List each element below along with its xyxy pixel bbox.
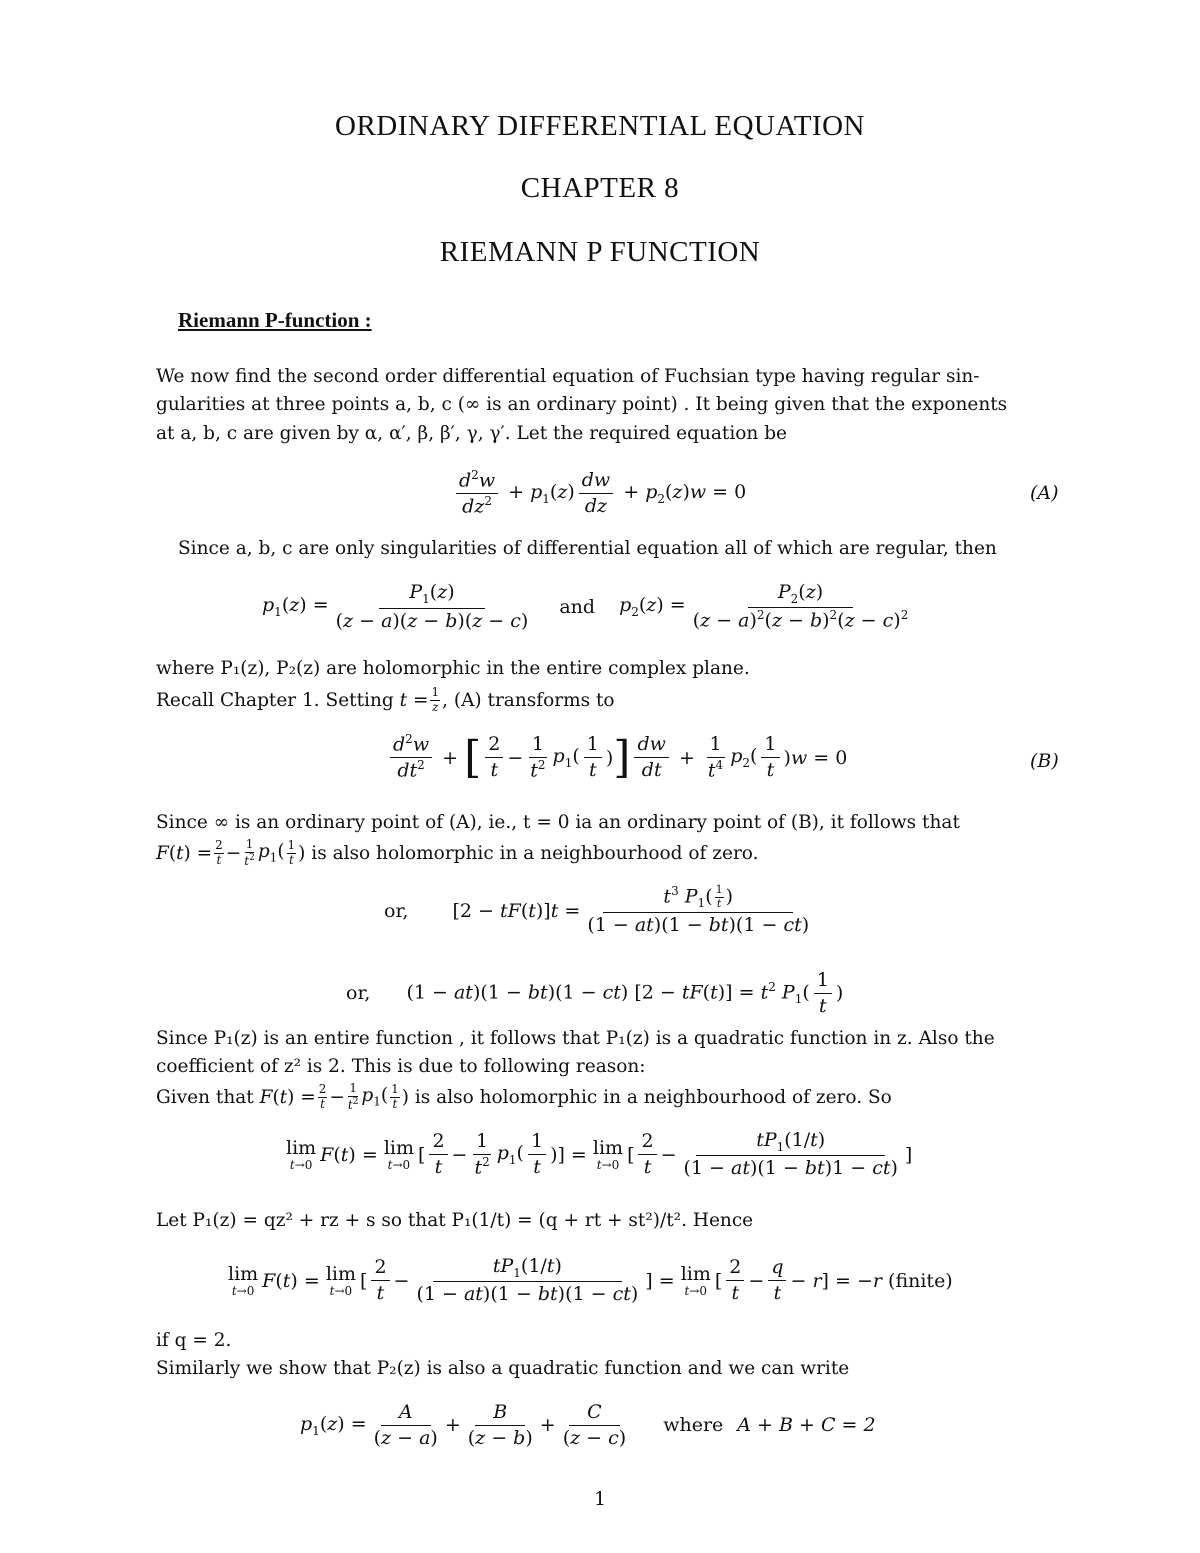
paragraph-line: F(t) = $\frac{2}{t}$ − $\frac{1}{t^2}$ $p_1$( 1 t ) is also holomorphic in a neighbourhood of zero. xyxy=(156,837,759,868)
paragraph-line: Recall Chapter 1. Setting t = $\frac{1}{z}$ , (A) transforms to xyxy=(156,685,615,714)
equation-b: $\frac{d^2w}{dt^2}$ + [ $\frac{2}{t}$ − $\frac{1}{t^2}$ $p_1$( $\frac{1}{t}$ ) ] $\frac{dw}{dt}$ + $\frac{1}{t^4}$ $p_2$( $\frac{1}{t}$ )w = 0 xyxy=(386,732,847,783)
paragraph-line: Similarly we show that P₂(z) is also a quadratic function and we can write xyxy=(156,1358,850,1379)
and-word: and xyxy=(559,595,596,618)
equation-or-2: or, (1 − at)(1 − bt)(1 − ct) $[2 - tF(t)] = t^2$ $P_1$( $\frac{1}{t}$ ) xyxy=(346,969,844,1017)
equation-tag: (B) xyxy=(1030,750,1059,772)
equation-tag: (A) xyxy=(1030,482,1059,504)
paragraph-line: gularities at three points a, b, c (∞ is an ordinary point) . It being given that the exponents xyxy=(156,394,1008,415)
equation-or-1: or, [2 − tF(t)]t = $t^3$ $P_1$( $\frac{1}{t}$ ) (1 − at)(1 − bt)(1 − ct) xyxy=(384,883,810,936)
paragraph-line: where P₁(z), P₂(z) are holomorphic in the entire complex plane. xyxy=(156,658,750,679)
equation-limit-2: lim t→0 F(t) = lim t→0 [ $\frac{2}{t}$ − $\frac{tP_1(1/t)}{(1 - at)(1 - bt)(1 - ct)}$ ] = lim t→0 [ $\frac{2}{t}$ − $\frac{q}{t}$ − r] = −r (finite) xyxy=(228,1255,953,1306)
equation-partial-fractions: $p_1(z)$ = $\frac{A}{(z - a)}$ + $\frac{B}{(z - b)}$ + $\frac{C}{(z - c)}$ where A + B + C = 2 xyxy=(300,1401,876,1449)
paragraph-line: if q = 2. xyxy=(156,1330,232,1351)
equation-limit-1: lim t→0 F(t) = lim t→0 [ $\frac{2}{t}$ − $\frac{1}{t^2}$ $p_1$( $\frac{1}{t}$ )] = lim t→0 [ $\frac{2}{t}$ − $\frac{tP_1(1/t)}{(1 - at)(1 - bt)1 - ct)}$ ] xyxy=(286,1129,913,1180)
paragraph-line: coefficient of z² is 2. This is due to following reason: xyxy=(156,1056,646,1077)
paragraph-line: We now find the second order differential equation of Fuchsian type having regular sin- xyxy=(156,366,980,387)
equation-a: $\frac{d^2w}{dz^2}$ + $p_1(z)$ $\frac{dw}{dz}$ + $p_2(z)w = 0$ xyxy=(452,468,746,519)
document-title: ORDINARY DIFFERENTIAL EQUATION xyxy=(335,110,865,142)
page-number: 1 xyxy=(593,1488,607,1510)
paragraph-line: Since a, b, c are only singularities of differential equation all of which are regular, then xyxy=(178,538,997,559)
section-heading: Riemann P-function : xyxy=(178,308,372,332)
paragraph-line: at a, b, c are given by α, α′, β, β′, γ, γ′. Let the required equation be xyxy=(156,423,787,444)
paragraph-line: Given that F(t) = $\frac{2}{t}$ − $\frac{1}{t^2}$ $p_1$( 1 t ) is also holomorphic in a neighbourhood of zero. So xyxy=(156,1081,892,1112)
equation-p1-p2: $p_1(z)$ = $\frac{P_1(z)}{(z - a)(z - b)(z - c)}$ and $p_2(z)$ = $\frac{P_2(z)}{(z - a)^2(z - b)^2(z - c)^2}$ xyxy=(262,581,909,632)
paragraph-line: Since P₁(z) is an entire function , it follows that P₁(z) is a quadratic function in z. Also the xyxy=(156,1028,995,1049)
chapter-title: CHAPTER 8 xyxy=(520,172,680,204)
paragraph-line: Let P₁(z) = qz² + rz + s so that P₁(1/t) = (q + rt + st²)/t². Hence xyxy=(156,1210,754,1231)
paragraph-line: Since ∞ is an ordinary point of (A), ie., t = 0 ia an ordinary point of (B), it follows that xyxy=(156,812,960,833)
chapter-subtitle: RIEMANN P FUNCTION xyxy=(439,236,761,268)
